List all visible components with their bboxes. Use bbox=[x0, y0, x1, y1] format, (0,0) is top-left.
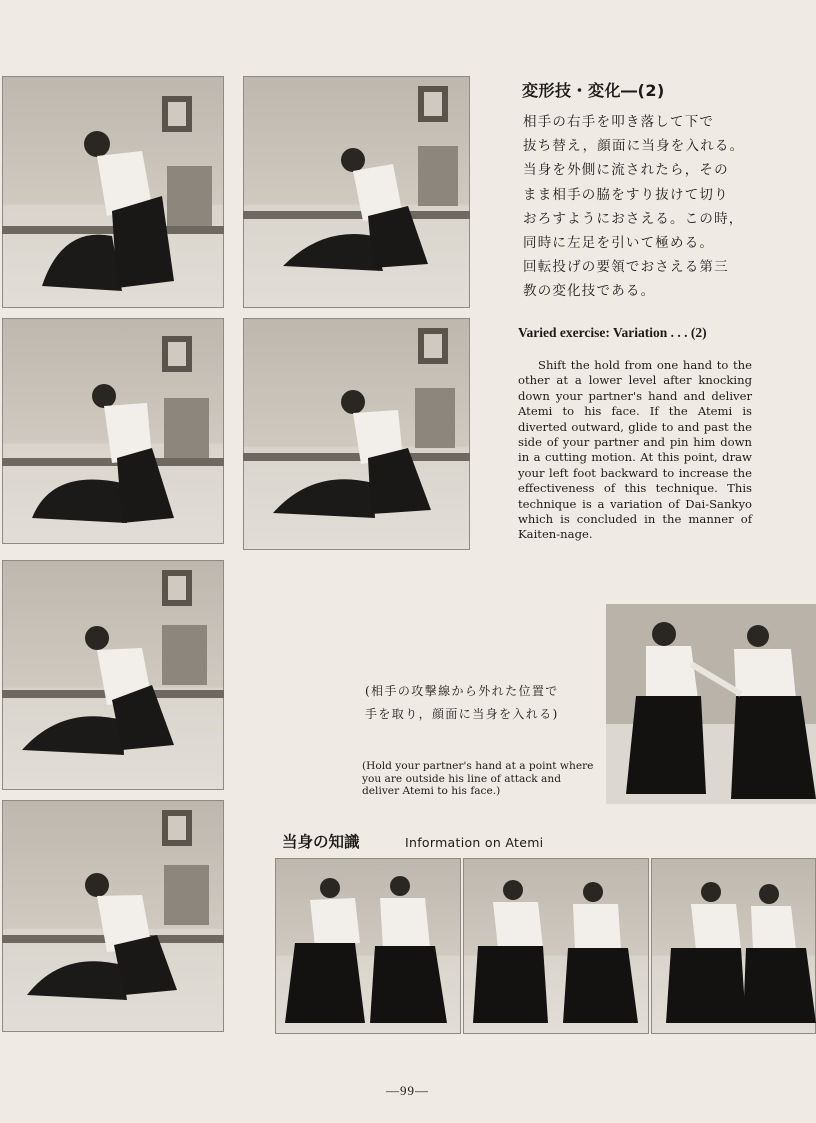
photo-atemi-entry bbox=[606, 604, 816, 804]
en-article-body: Shift the hold from one hand to the other at a lower level after knocking down your partner's hand and deliver Atemi to his face. If the Atemi is diverted outward, glide to and past the side of your partner and pin him down in a cutting motion. At this point, draw your left foot backward to increase the effectiveness of this technique. This technique is a variation of Dai-Sankyo which is concluded in the manner of Kaiten-nage. bbox=[518, 358, 752, 542]
jp-photo-caption: (相手の攻撃線から外れた位置で 手を取り，顔面に当身を入れる) bbox=[365, 684, 559, 721]
en-article-title: Varied exercise: Variation . . . (2) bbox=[518, 325, 707, 340]
photo-atemi-1 bbox=[275, 858, 461, 1034]
photo-atemi-2 bbox=[463, 858, 649, 1034]
photo-sequence-6 bbox=[2, 800, 224, 1032]
en-photo-caption: (Hold your partner's hand at a point where you are outside his line of attack and deliver Atemi to his face.) bbox=[362, 760, 594, 798]
photo-sequence-5 bbox=[2, 560, 224, 790]
jp-article-body: 相手の右手を叩き落して下で 抜ち替え，顔面に当身を入れる。 当身を外側に流されたら，その まま相手の脇をすり抜けて切り おろすようにおさえる。この時， 同時に左足を引いて極める。 回転投げの要領でおさえる第三 教の変化技である。 bbox=[523, 114, 745, 300]
photo-sequence-1 bbox=[2, 76, 224, 308]
page-number: —99— bbox=[386, 1083, 429, 1098]
atemi-section-heading-en: Information on Atemi bbox=[405, 835, 544, 850]
jp-article-title: 変形技・変化―(2) bbox=[522, 81, 665, 100]
photo-sequence-2 bbox=[243, 76, 470, 308]
photo-sequence-3 bbox=[2, 318, 224, 544]
atemi-section-heading-jp: 当身の知識 bbox=[282, 833, 360, 851]
photo-sequence-4 bbox=[243, 318, 470, 550]
photo-atemi-3 bbox=[651, 858, 816, 1034]
